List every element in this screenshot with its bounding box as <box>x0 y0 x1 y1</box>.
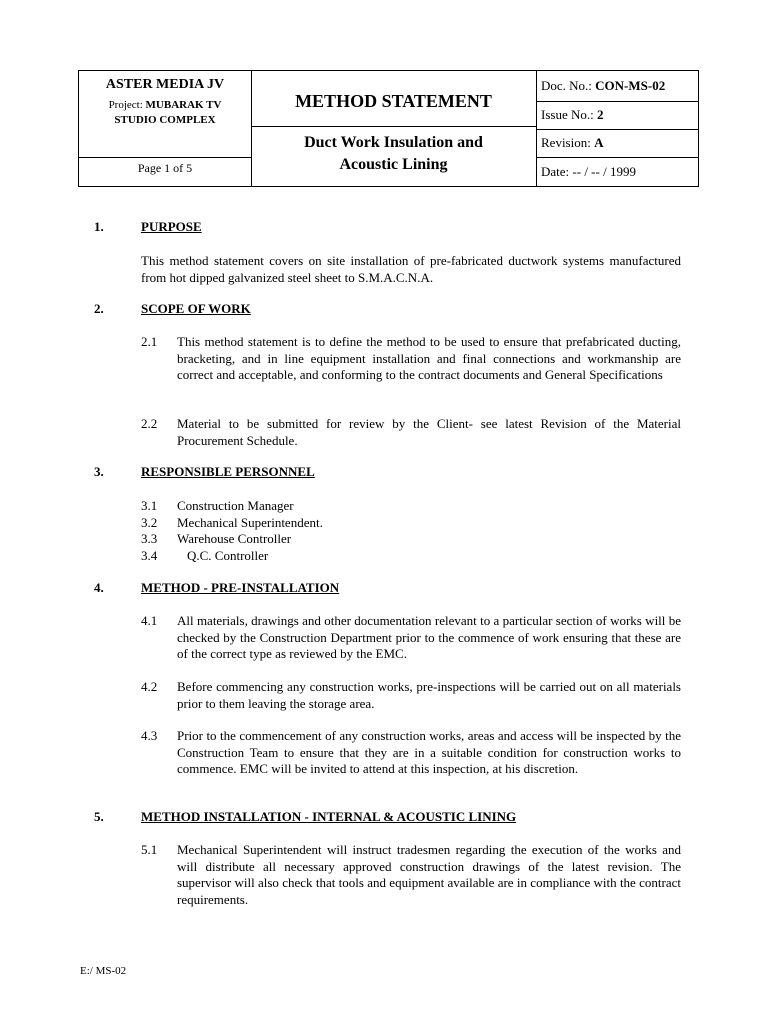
list-item <box>141 531 291 548</box>
section-number: 3. <box>94 464 104 479</box>
document-subtitle <box>251 132 536 176</box>
date-label: Date: <box>541 164 570 179</box>
item-text: This method statement is to define the method to be used to ensure that prefabricated ducting, bracketing, and in line equipment installation and final connections and workmanship are correct and acceptable, and conforming to the contract documents and General Specifications <box>177 334 681 382</box>
item-number: 5.1 <box>141 842 158 857</box>
item-text: Mechanical Superintendent. <box>177 514 323 530</box>
section-title: RESPONSIBLE PERSONNEL <box>141 464 315 479</box>
revision-label: Revision: <box>541 135 591 150</box>
doc-number <box>541 78 665 94</box>
issue-value: 2 <box>596 107 604 122</box>
page-info: Page 1 of 5 <box>137 161 193 175</box>
item-text: Construction Manager <box>177 498 294 513</box>
list-item <box>141 842 681 908</box>
list-item <box>141 334 681 384</box>
revision-value: A <box>594 135 604 150</box>
project-name-line1: MUBARAK TV <box>145 99 222 111</box>
section-number: 4. <box>94 580 104 595</box>
section-title: SCOPE OF WORK <box>141 301 251 316</box>
document-title: METHOD STATEMENT <box>295 91 492 111</box>
section-number: 1. <box>94 219 104 234</box>
item-number: 3.4 <box>141 547 158 563</box>
revision <box>541 135 603 151</box>
date-value: -- / -- / 1999 <box>572 164 636 179</box>
item-number: 4.2 <box>141 679 158 694</box>
date <box>541 164 636 180</box>
item-text: Warehouse Controller <box>177 531 292 546</box>
list-item <box>141 679 681 712</box>
section-heading-installation <box>94 809 516 825</box>
doc-number-value: CON-MS-02 <box>595 78 666 93</box>
item-number: 3.1 <box>141 498 158 513</box>
item-text: Q.C. Controller <box>187 547 269 563</box>
section-title: METHOD - PRE-INSTALLATION <box>141 580 340 595</box>
list-item <box>141 613 681 663</box>
item-text: Mechanical Superintendent will instruct tradesmen regarding the execution of the works and will distribute all necessary approved construction drawings of the latest revision. The supervisor will also check that tools and equipment available are in compliance with the contract requirements. <box>177 842 681 907</box>
section-number: 5. <box>94 809 104 824</box>
item-number: 2.1 <box>141 334 158 349</box>
section-title: METHOD INSTALLATION - INTERNAL & ACOUSTIC LINING <box>141 809 517 824</box>
issue-number <box>541 107 603 123</box>
list-item <box>141 416 681 449</box>
project-line <box>79 99 251 111</box>
subtitle-line1: Duct Work Insulation and <box>304 134 483 151</box>
section-heading-scope <box>94 301 251 317</box>
section-title: PURPOSE <box>141 219 202 234</box>
item-number: 3.3 <box>141 531 158 546</box>
list-item <box>141 515 323 532</box>
purpose-paragraph: This method statement covers on site installation of pre-fabricated ductwork systems manufactured from hot dipped galvanized steel sheet to S.M.A.C.N.A. <box>141 253 681 285</box>
section-heading-purpose <box>94 219 202 235</box>
section-heading-pre-installation <box>94 580 339 596</box>
item-text: All materials, drawings and other documentation relevant to a particular section of works will be checked by the Construction Department prior to the commence of work ensuring that these are of the correct type as reviewed by the EMC. <box>177 613 681 661</box>
list-item <box>141 728 681 778</box>
footer-reference: E:/ MS-02 <box>80 965 127 977</box>
item-number: 4.1 <box>141 613 158 628</box>
item-number: 2.2 <box>141 416 158 431</box>
item-number: 3.2 <box>141 514 158 530</box>
item-text: Material to be submitted for review by the Client- see latest Revision of the Material Procurement Schedule. <box>177 416 681 448</box>
item-text: Before commencing any construction works, pre-inspections will be carried out on all materials prior to them leaving the storage area. <box>177 679 681 711</box>
company-name: ASTER MEDIA JV <box>105 77 225 92</box>
project-name-line2: STUDIO COMPLEX <box>114 114 216 126</box>
subtitle-line2: Acoustic Lining <box>339 156 448 173</box>
issue-label: Issue No.: <box>541 107 594 122</box>
doc-number-label: Doc. No.: <box>541 78 592 93</box>
section-number: 2. <box>94 301 104 316</box>
item-number: 4.3 <box>141 728 158 743</box>
section-heading-personnel <box>94 464 315 480</box>
item-text: Prior to the commencement of any construction works, areas and access will be inspected by the Construction Team to ensure that they are in a suitable condition for construction works to commence. EMC will be invited to attend at this inspection, at his discretion. <box>177 728 681 776</box>
list-item <box>141 498 294 515</box>
project-label: Project: <box>108 99 143 111</box>
document-header-table <box>78 70 699 187</box>
list-item <box>141 548 268 565</box>
